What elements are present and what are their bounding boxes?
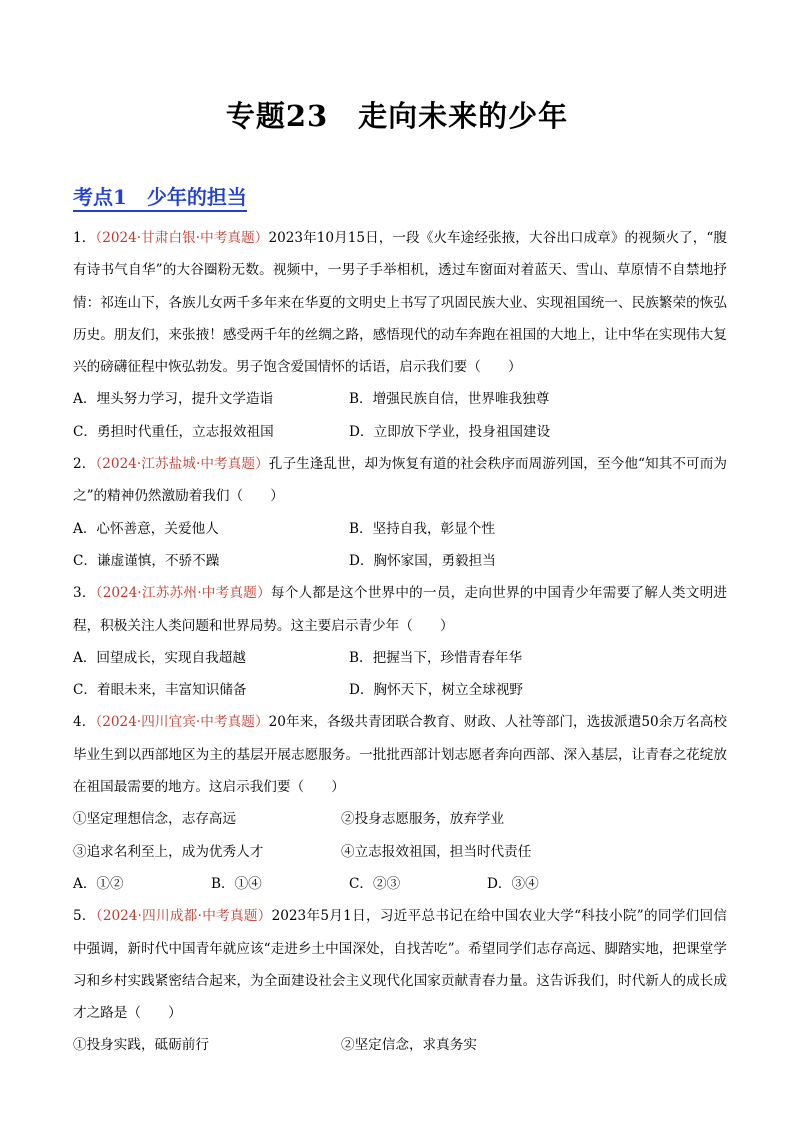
option-row xyxy=(73,642,727,674)
section-heading: 考点1 少年的担当 xyxy=(73,184,247,212)
option-b: B．坚持自我，彰显个性 xyxy=(349,520,495,537)
statement-2: ②投身志愿服务，放弃学业 xyxy=(341,811,505,828)
option-d: D．③④ xyxy=(487,875,539,892)
statement-3: ③追求名利至上，成为优秀人才 xyxy=(73,843,264,860)
question-list xyxy=(73,222,727,1062)
option-row xyxy=(73,383,727,415)
option-a: A．回望成长，实现自我超越 xyxy=(73,649,246,666)
option-c: C．勇担时代重任，立志报效祖国 xyxy=(73,423,274,440)
option-a: A．心怀善意，关爱他人 xyxy=(73,520,219,537)
option-row xyxy=(73,416,727,448)
option-a: A．埋头努力学习，提升文学造诣 xyxy=(73,391,274,408)
question-stem xyxy=(73,222,727,383)
question-3 xyxy=(73,577,727,706)
question-stem xyxy=(73,577,727,642)
option-c: C．②③ xyxy=(349,875,401,892)
option-d: D．立即放下学业，投身祖国建设 xyxy=(349,423,551,440)
question-text: 2023年5月1日，习近平总书记在给中国农业大学“科技小院”的同学们回信中强调，新时代中国青年就应该“走进乡土中国深处，自找苦吃”。希望同学们志存高远、脚踏实地，把课堂学习和乡村实践紧密结合起来，为全面建设社会主义现代化国家贡献青春力量。这告诉我们，时代新人的成长成才之路是（ ） xyxy=(73,908,728,1022)
question-source: （2024·四川宜宾·中考真题） xyxy=(95,714,269,731)
question-number: 5． xyxy=(73,908,96,925)
question-source: （2024·甘肃白银·中考真题） xyxy=(95,230,269,246)
question-source: （2024·江苏苏州·中考真题） xyxy=(95,585,271,602)
option-c: C．谦虚谨慎，不骄不躁 xyxy=(73,552,220,569)
question-source: （2024·四川成都·中考真题） xyxy=(95,908,272,925)
option-b: B．增强民族自信，世界唯我独尊 xyxy=(349,391,550,408)
question-text: 2023年10月15日，一段《火车途经张掖，大谷出口成章》的视频火了，“腹有诗书气自华”的大谷圈粉无数。视频中，一男子手举相机，透过车窗面对着蓝天、雪山、草原情不自禁地抒情：祁连山下，各族儿女两千多年来在华夏的文明史上书写了巩固民族大业、实现祖国统一、民族繁荣的恢弘历史。朋友们，来张掖！感受两千年的丝绸之路，感悟现代的动车奔跑在祖国的大地上，让中华在实现伟大复兴的磅礴征程中恢弘勃发。男子饱含爱国情怀的话语，启示我们要（ ） xyxy=(73,230,727,376)
question-source: （2024·江苏盐城·中考真题） xyxy=(95,456,269,473)
question-2 xyxy=(73,448,727,577)
option-row xyxy=(73,868,727,900)
question-number: 1． xyxy=(73,230,96,246)
option-d: D．胸怀家国，勇毅担当 xyxy=(349,552,496,569)
question-1 xyxy=(73,222,727,448)
option-d: D．胸怀天下，树立全球视野 xyxy=(349,682,524,699)
question-number: 3． xyxy=(73,585,96,602)
statement-row xyxy=(73,836,727,868)
statement-2: ②坚定信念，求真务实 xyxy=(341,1037,477,1054)
option-row xyxy=(73,674,727,706)
option-b: B．①④ xyxy=(211,875,262,892)
question-stem xyxy=(73,448,727,513)
option-b: B．把握当下，珍惜青春年华 xyxy=(349,649,523,666)
question-stem xyxy=(73,900,727,1029)
statement-1: ①坚定理想信念，志存高远 xyxy=(73,811,237,828)
option-c: C．着眼未来，丰富知识储备 xyxy=(73,682,247,699)
statement-1: ①投身实践，砥砺前行 xyxy=(73,1037,209,1054)
statement-4: ④立志报效祖国，担当时代责任 xyxy=(341,843,532,860)
question-4 xyxy=(73,706,727,900)
question-number: 2． xyxy=(73,456,96,473)
question-text: 每个人都是这个世界中的一员，走向世界的中国青少年需要了解人类文明进程，积极关注人类问题和世界局势。这主要启示青少年（ ） xyxy=(73,585,727,634)
statement-row xyxy=(73,803,727,835)
option-row xyxy=(73,513,727,545)
question-number: 4． xyxy=(73,714,96,731)
question-stem xyxy=(73,706,727,803)
statement-row xyxy=(73,1029,727,1061)
page-title: 专题23 走向未来的少年 xyxy=(225,99,569,133)
option-row xyxy=(73,545,727,577)
question-text: 20年来，各级共青团联合教育、财政、人社等部门，选拔派遣50余万名高校毕业生到以西部地区为主的基层开展志愿服务。一批批西部计划志愿者奔向西部、深入基层，让青春之花绽放在祖国最需要的地方。这启示我们要（ ） xyxy=(73,714,728,796)
option-a: A．①② xyxy=(73,875,124,892)
question-5 xyxy=(73,900,727,1061)
question-text: 孔子生逢乱世，却为恢复有道的社会秩序而周游列国，至今他“知其不可而为之”的精神仍然激励着我们（ ） xyxy=(73,456,727,505)
